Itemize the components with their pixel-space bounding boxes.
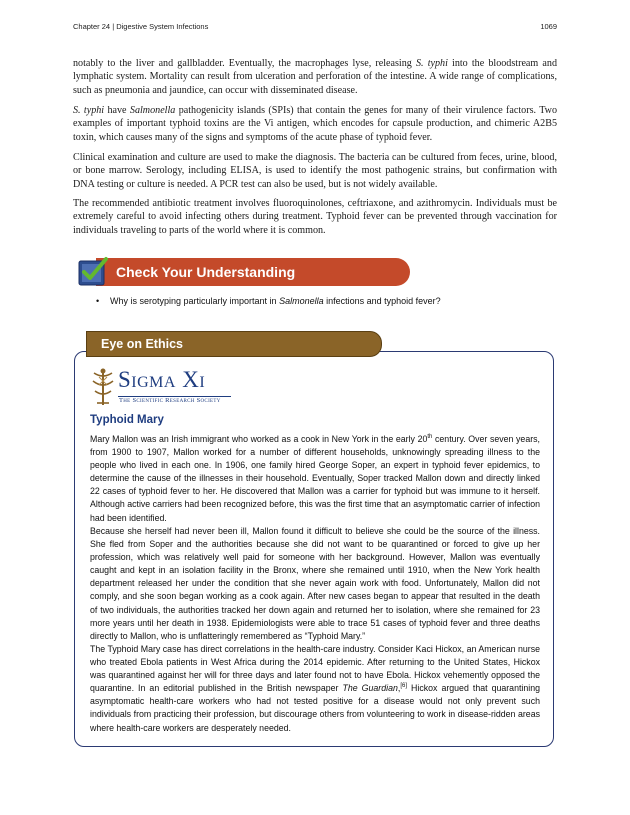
italic-run: S. typhi bbox=[73, 105, 105, 116]
text-run: century. Over seven years, from 1900 to 1907, Mallon worked for a number of different households, unknowingly spreading illness to the people who lived in each one. In 1906, one family hired George Soper, an expert in typhoid fever epidemics, to determine the cause of the illnesses in their household. Eventually, Soper tracked Mallon down and directly linked 22 cases of typhoid fever to her. He discovered that Mallon was a carrier for typhoid but was immune to it herself. Although active carriers had been recognized before, this was the first time that an asymptomatic carrier of infection had been identified. bbox=[90, 434, 540, 523]
text-run: infections and typhoid fever? bbox=[323, 296, 441, 306]
body-paragraph-2 bbox=[73, 104, 557, 144]
text-run: Hickox argued that quarantining asymptomatic health-care workers who had not tested positive for a disease would not only prevent such individuals from practicing their profession, but discourage others from volunteering to work in disease-ridden areas where health-care workers are desperately needed. bbox=[90, 683, 540, 733]
check-understanding-banner bbox=[78, 256, 410, 287]
italic-run: The Guardian bbox=[342, 683, 398, 694]
sigma-xi-tagline: The Scientific Research Society bbox=[119, 397, 221, 404]
italic-run: S. typhi bbox=[415, 58, 448, 69]
sigma-xi-emblem-icon bbox=[90, 367, 116, 407]
text-run: into the bloodstream and lymphatic system. Mortality can result from ulceration and perforation of the intestine. A wide range of complications, such as pneumonia and jaundice, can occur with disseminated disease. bbox=[73, 58, 557, 96]
body-paragraph-1 bbox=[73, 57, 557, 97]
text-run: , bbox=[397, 683, 401, 694]
text-run: pathogenicity islands (SPIs) that contain the genes for many of their virulence factors. Two examples of important typhoid toxins are the Vi antigen, which encodes for capsule production, and chimeric A2B5 toxin, which causes many of the signs and symptoms of the acute phase of typhoid fever. bbox=[73, 105, 557, 143]
sigma-xi-logo bbox=[90, 367, 240, 409]
ethics-paragraph-1 bbox=[90, 433, 540, 525]
question-text bbox=[110, 296, 441, 306]
check-understanding-title: Check Your Understanding bbox=[116, 264, 296, 280]
typhoid-mary-heading: Typhoid Mary bbox=[90, 414, 164, 426]
ethics-paragraph-3 bbox=[90, 643, 540, 735]
italic-run: Salmonella bbox=[279, 296, 324, 306]
text-run: Why is serotyping particularly important in bbox=[110, 296, 280, 306]
superscript: th bbox=[427, 434, 433, 441]
eye-on-ethics-title: Eye on Ethics bbox=[101, 337, 183, 351]
eye-on-ethics-tab bbox=[86, 331, 382, 357]
sigma-xi-wordmark: Sigma Xi bbox=[118, 367, 206, 392]
page-number: 1069 bbox=[540, 22, 557, 31]
body-paragraph-4: The recommended antibiotic treatment involves fluoroquinolones, ceftriaxone, and azithromycin. Individuals must be extremely careful to avoid infecting others during treatment. Typhoid fever can be prevented through vaccination for individuals traveling to parts of the world where it is common. bbox=[73, 198, 557, 236]
italic-run: Salmonella bbox=[129, 105, 176, 116]
page-header bbox=[73, 22, 557, 34]
body-paragraph-3: Clinical examination and culture are used to make the diagnosis. The bacteria can be cultured from feces, urine, blood, or bone marrow. Serology, including ELISA, is used to identify the most pathogenic strains, but confirmation with DNA testing or culture is needed. A PCR test can also be used, but is not widely available. bbox=[73, 152, 557, 190]
text-run: Mary Mallon was an Irish immigrant who worked as a cook in New York in the early 20 bbox=[90, 434, 428, 444]
footnote-reference[interactable]: [6] bbox=[400, 683, 407, 690]
checkmark-book-icon bbox=[78, 256, 108, 287]
text-run: The Typhoid Mary case has direct correlations in the health-care industry. Consider Kaci Hickox, an American nurse who treated Ebola patients in West Africa during the 2014 epidemic. After returning to the United States, Hickox was quarantined against her will for three days and later found not to have Ebola. Hickox vehemently opposed the quarantine. In an editorial published in the British newspaper bbox=[90, 644, 540, 694]
text-run: notably to the liver and gallbladder. Eventually, the macrophages lyse, releasing bbox=[73, 58, 416, 69]
text-run: have bbox=[104, 105, 130, 116]
chapter-title: Chapter 24 | Digestive System Infections bbox=[73, 22, 209, 31]
ethics-paragraph-2: Because she herself had never been ill, Mallon found it difficult to believe she could be the source of the illness. She fled from Soper and the authorities because she did not want to be quarantined or forced to give up her profession, which was relatively well paid for someone with her background. However, Mallon was eventually caught and kept in an isolation facility in the Bronx, where she remained until 1910, when the New York health department released her under the condition that she never again work with food. Unfortunately, Mallon did not comply, and she soon began working as a cook again. After new cases began to appear that resulted in the death of two individuals, the authorities tracked her down again and returned her to isolation, where she remained for 23 more years until her death in 1938. Epidemiologists were able to trace 51 cases of typhoid fever and three deaths directly to Mallon, who is unflatteringly remembered as “Typhoid Mary.” bbox=[90, 526, 540, 641]
bullet-icon: • bbox=[96, 296, 100, 306]
